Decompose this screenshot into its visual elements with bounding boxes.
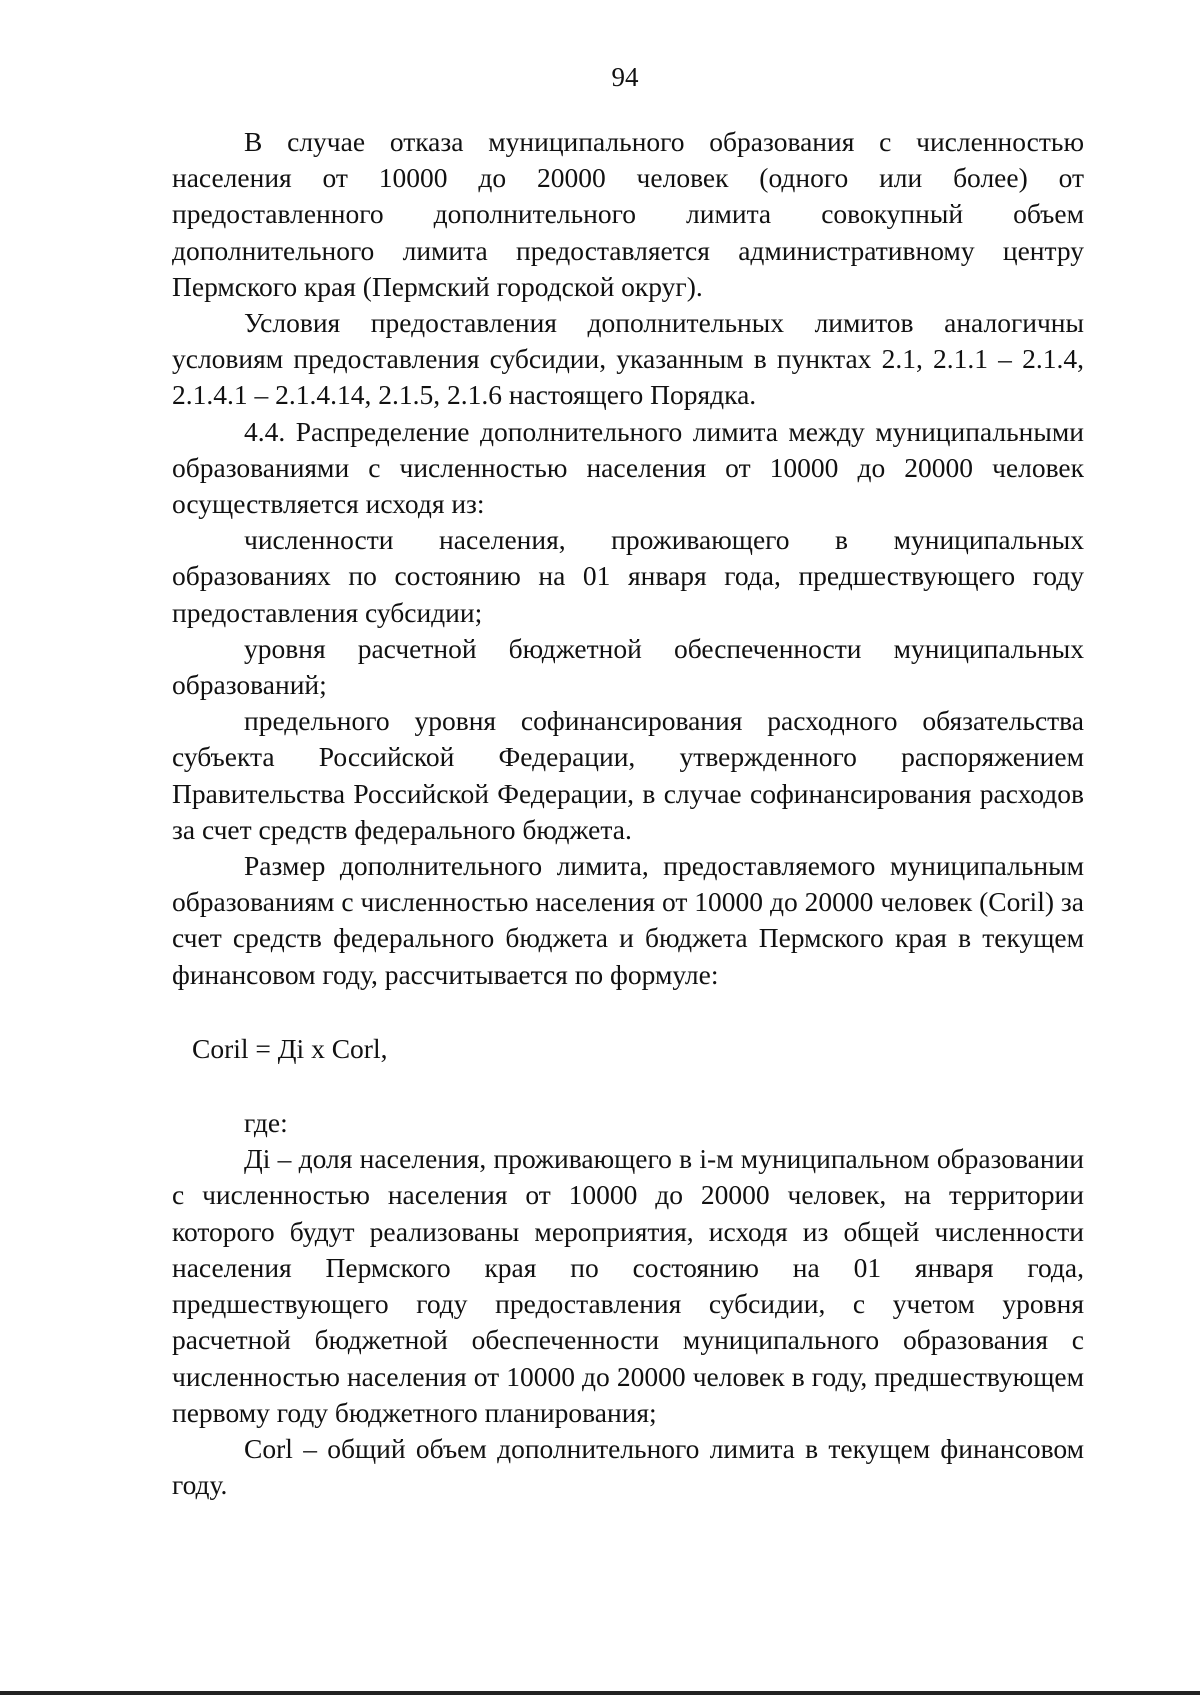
paragraph-refusal-limit: В случае отказа муниципального образования с численностью населения от 10000 до 20000 человек (одного или более) от предоставленного дополнительного лимита совокупный объем дополнительного лимита предоставляется административному центру Пермского края (Пермский городской округ). xyxy=(172,126,1084,302)
document-body xyxy=(172,124,1084,1503)
paragraph-limit-conditions: Условия предоставления дополнительных лимитов аналогичны условиям предоставления субсидии, указанным в пунктах 2.1, 2.1.1 – 2.1.4, 2.1.4.1 – 2.1.4.14, 2.1.5, 2.1.6 настоящего Порядка. xyxy=(172,307,1084,411)
paragraph-definition-corl: Corl – общий объем дополнительного лимита в текущем финансовом году. xyxy=(172,1432,1084,1501)
formula: Coril = Дi x Corl, xyxy=(192,1032,388,1064)
paragraph-definition-di: Дi – доля населения, проживающего в i-м муниципальном образовании с численностью населения от 10000 до 20000 человек, на территории которого будут реализованы мероприятия, исходя из общей численности населения Пермского края по состоянию на 01 января года, предшествующего году предоставления субсидии, с учетом уровня расчетной бюджетной обеспеченности муниципального образования с численностью населения от 10000 до 20000 человек в году, предшествующем первому году бюджетного планирования; xyxy=(172,1143,1084,1428)
page-number: 94 xyxy=(611,62,639,92)
paragraph-criterion-population: численности населения, проживающего в муниципальных образованиях по состоянию на 01 января года, предшествующего году предоставления субсидии; xyxy=(172,524,1084,628)
paragraph-section-4-4: 4.4. Распределение дополнительного лимита между муниципальными образованиями с численностью населения от 10000 до 20000 человек осуществляется исходя из: xyxy=(172,415,1084,520)
bottom-scan-edge xyxy=(0,1691,1200,1695)
paragraph-where: где: xyxy=(244,1107,288,1139)
paragraph-criterion-cofinancing: предельного уровня софинансирования расходного обязательства субъекта Российской Федерации, утвержденного распоряжением Правительства Российской Федерации, в случае софинансирования расходов за счет средств федерального бюджета. xyxy=(172,705,1084,845)
paragraph-limit-size: Размер дополнительного лимита, предоставляемого муниципальным образованиям с численностью населения от 10000 до 20000 человек (Coril) за счет средств федерального бюджета и бюджета Пермского края в текущем финансовом году, рассчитывается по формуле: xyxy=(172,850,1084,990)
paragraph-criterion-budget-level: уровня расчетной бюджетной обеспеченности муниципальных образований; xyxy=(172,632,1084,701)
